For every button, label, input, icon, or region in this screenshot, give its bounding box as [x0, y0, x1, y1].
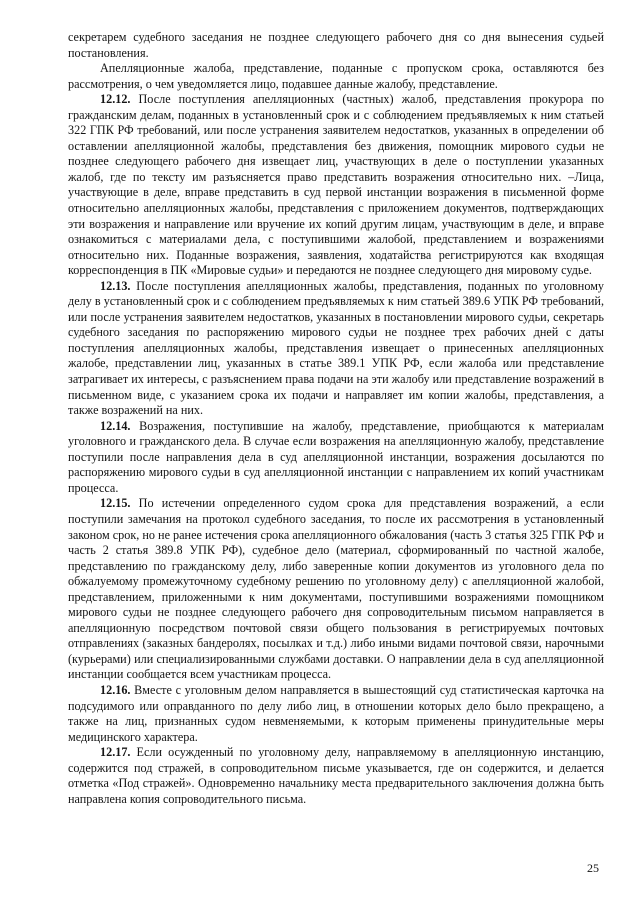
paragraph-12-15 [68, 496, 604, 683]
paragraph-text: После поступления апелляционных (частных) жалоб, представления прокурора по гражданским делам, поданных в установленный срок и с соблюдением предъявляемых к ним статьей 322 ГПК РФ требований, или после устранения заявителем недостатков, указанных в определении об оставлении апелляционной жалобы, представления без движения, помощник мирового судьи не позднее следующего рабочего дня извещает лиц, участвующих в деле о поступлении указанных жалоб, где по тексту им разъясняется право представить возражения относительно них. –Лица, участвующие в деле, вправе представить в суд первой инстанции возражения в письменной форме относительно апелляционных жалобы, представления с приложением документов, подтверждающих эти возражения и направление или вручение их копий другим лицам, участвующим в деле, и вправе ознакомиться с материалами дела, с поступившими жалобой, представлением и возражениями относительно них. Поданные возражения, заявления, ходатайства регистрируются как входящая корреспонденция в ПК «Мировые судьи» и передаются не позднее следующего дня мировому судье. [68, 92, 604, 278]
paragraph-continued [68, 30, 604, 61]
document-body [68, 30, 604, 807]
paragraph-text: Если осужденный по уголовному делу, направляемому в апелляционную инстанцию, содержится под стражей, в сопроводительном письме указывается, где он содержится, и делается отметка «Под стражей». Одновременно начальнику места предварительного заключения должна быть направлена копия сопроводительного письма. [68, 745, 605, 806]
paragraph-text: По истечении определенного судом срока для представления возражений, а если поступили замечания на протокол судебного заседания, то после их рассмотрения в установленный законом срок, но не ранее истечения срока апелляционного обжалования (часть 3 статья 325 ГПК РФ и часть 2 статья 389.8 УПК РФ), судебное дело (материал, сформированный по частной жалобе, представлению по гражданскому делу, либо заверенные копии документов из уголовного дела по обжалуемому промежуточному судебному решению по уголовному делу) с апелляционной жалобой, представлением, приложенными к ним документами, поступившими возражениями помощником мирового судьи не позднее следующего рабочего дня сопроводительным письмом направляется в апелляционную посредством почтовой связи общего пользования в регистрируемых почтовых отправлениях (заказных бандеролях, посылках и т.д.) либо иными видами почтовой связи, нарочными (курьерами) или специализированными службами доставки. О направлении дела в суд апелляционной инстанции сообщается всем участникам процесса. [68, 496, 605, 682]
paragraph-text: секретарем судебного заседания не позднее следующего рабочего дня со дня вынесения судьей постановления. [68, 30, 604, 60]
page-number: 25 [587, 861, 599, 875]
paragraph-number: 12.15. [100, 496, 131, 511]
paragraph-number: 12.17. [100, 745, 131, 760]
paragraph-12-12 [68, 92, 604, 279]
paragraph-appeal-missed-deadline [68, 61, 604, 92]
paragraph-number: 12.13. [100, 278, 131, 293]
paragraph-12-16 [68, 683, 604, 745]
paragraph-number: 12.14. [100, 418, 131, 433]
paragraph-text: После поступления апелляционных жалобы, представления, поданных по уголовному делу в установленный срок и с соблюдением предъявляемых к ним статьей 389.6 УПК РФ требований, или после устранения заявителем недостатков, указанных в постановлении мирового судьи, секретарь судебного заседания по распоряжению мирового судьи не позднее трех рабочих дней с даты поступления апелляционных жалобы, представления извещает о принесенных апелляционных жалобе, представлении лиц, указанных в статье 389.1 УПК РФ, если жалоба или представление затрагивает их интересы, с разъяснением права подачи на эти жалобу или представление возражений в письменном виде, с указанием срока их подачи и направляет им копии жалобы, представления, а также возражений на них. [68, 278, 605, 418]
paragraph-12-14 [68, 419, 604, 497]
paragraph-text: Возражения, поступившие на жалобу, представление, приобщаются к материалам уголовного и гражданского дела. В случае если возражения на апелляционную жалобу, представление поступили после направления дела в суд апелляционной инстанции, возражения досылаются по распоряжению мирового судьи в суд апелляционной инстанции с направлением их копий участникам процесса. [68, 418, 605, 495]
paragraph-number: 12.12. [100, 92, 131, 107]
paragraph-text: Апелляционные жалоба, представление, поданные с пропуском срока, оставляются без рассмотрения, о чем уведомляется лицо, подавшее данные жалобу, представление. [68, 61, 604, 91]
paragraph-12-13 [68, 279, 604, 419]
paragraph-number: 12.16. [100, 682, 131, 697]
paragraph-text: Вместе с уголовным делом направляется в вышестоящий суд статистическая карточка на подсудимого или оправданного по делу либо лиц, в отношении которых дело было прекращено, а также на лиц, признанных судом невменяемыми, к которым применены принудительные меры медицинского характера. [68, 682, 604, 744]
paragraph-12-17 [68, 745, 604, 807]
